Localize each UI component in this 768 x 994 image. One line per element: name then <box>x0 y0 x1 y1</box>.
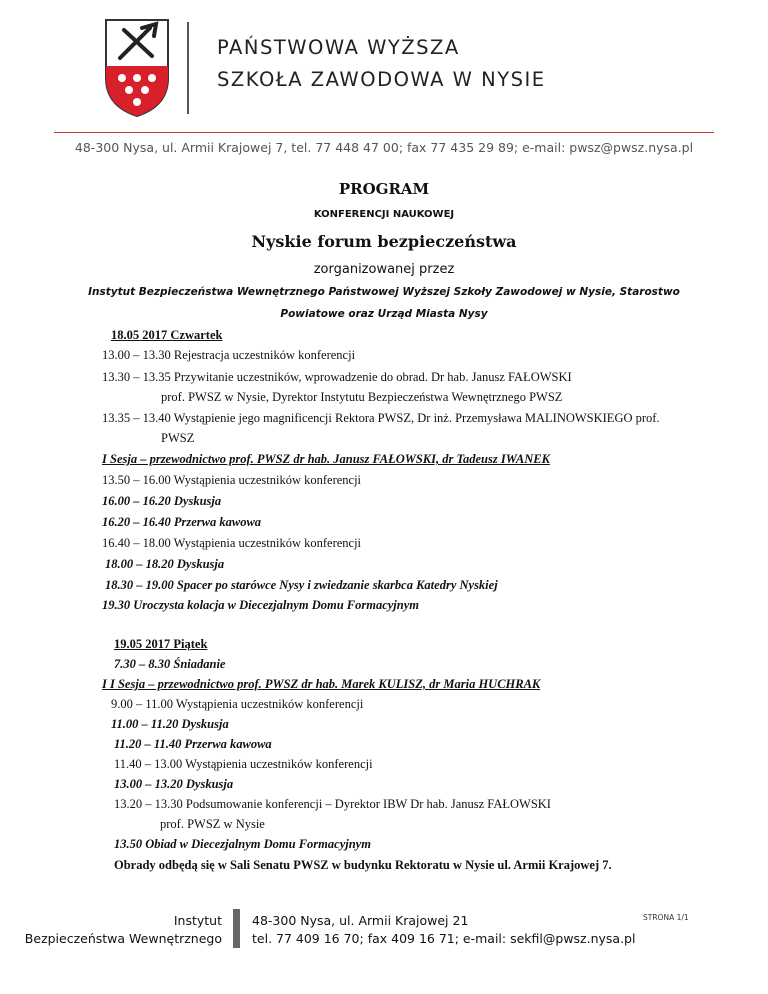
schedule-item: 18.30 – 19.00 Spacer po starówce Nysy i zwiedzanie skarbca Katedry Nyskiej <box>105 578 498 592</box>
schedule-item: 13.00 – 13.20 Dyskusja <box>114 777 234 791</box>
organizers-line2: Powiatowe oraz Urząd Miasta Nysy <box>280 308 488 320</box>
organized-by-label: zorganizowanej przez <box>313 262 455 277</box>
schedule-item: 19.30 Uroczysta kolacja w Diecezjalnym Domu Formacyjnym <box>102 598 419 612</box>
university-name-line1: PAŃSTWOWA WYŻSZA <box>217 36 460 59</box>
conference-subtitle: KONFERENCJI NAUKOWEJ <box>313 209 455 220</box>
schedule-item: 9.00 – 11.00 Wystąpienia uczestników konferencji <box>111 697 364 711</box>
schedule-item: 13.00 – 13.30 Rejestracja uczestników konferencji <box>102 348 356 362</box>
footer-institute-line1: Instytut <box>173 913 222 928</box>
footer-institute-line2: Bezpieczeństwa Wewnętrznego <box>24 931 222 946</box>
schedule-item: 16.40 – 18.00 Wystąpienia uczestników konferencji <box>102 536 362 550</box>
schedule-item: 13.20 – 13.30 Podsumowanie konferencji – Dyrektor IBW Dr hab. Janusz FAŁOWSKI <box>114 797 551 811</box>
session2-title: I I Sesja – przewodnictwo prof. PWSZ dr hab. Marek KULISZ, dr Maria HUCHRAK <box>102 677 541 691</box>
program-title: PROGRAM <box>338 180 430 198</box>
schedule-item: 11.40 – 13.00 Wystąpienia uczestników konferencji <box>114 757 373 771</box>
header-contact: 48-300 Nysa, ul. Armii Krajowej 7, tel. 77 448 47 00; fax 77 435 29 89; e-mail: pwsz@pwsz.nysa.pl <box>74 140 694 155</box>
header-divider <box>187 22 189 114</box>
session1-title: I Sesja – przewodnictwo prof. PWSZ dr hab. Janusz FAŁOWSKI, dr Tadeusz IWANEK <box>102 452 550 466</box>
schedule-item: 16.20 – 16.40 Przerwa kawowa <box>102 515 262 529</box>
schedule-item: 7.30 – 8.30 Śniadanie <box>114 657 226 671</box>
schedule-item: 16.00 – 16.20 Dyskusja <box>102 494 222 508</box>
footer-divider <box>233 909 240 948</box>
event-name: Nyskie forum bezpieczeństwa <box>251 232 517 251</box>
footer-address-line1: 48-300 Nysa, ul. Armii Krajowej 21 <box>252 913 469 928</box>
organizers-line1: Instytut Bezpieczeństwa Wewnętrznego Państwowej Wyższej Szkoły Zawodowej w Nysie, Starostwo <box>88 286 680 298</box>
schedule-item: prof. PWSZ w Nysie <box>160 817 265 831</box>
day1-date: 18.05 2017 Czwartek <box>111 328 223 342</box>
schedule-item: 11.20 – 11.40 Przerwa kawowa <box>114 737 272 751</box>
day2-date: 19.05 2017 Piątek <box>114 637 208 651</box>
header-rule <box>54 132 714 133</box>
schedule-item: 13.50 – 16.00 Wystąpienia uczestników konferencji <box>102 473 362 487</box>
university-crest-logo <box>104 18 170 118</box>
schedule-item: prof. PWSZ w Nysie, Dyrektor Instytutu Bezpieczeństwa Wewnętrznego PWSZ <box>161 390 563 404</box>
footer-address-line2: tel. 77 409 16 70; fax 409 16 71; e-mail: sekfil@pwsz.nysa.pl <box>252 931 636 946</box>
schedule-item: 18.00 – 18.20 Dyskusja <box>105 557 225 571</box>
schedule-item: 13.30 – 13.35 Przywitanie uczestników, wprowadzenie do obrad. Dr hab. Janusz FAŁOWSKI <box>102 370 572 384</box>
schedule-item: 11.00 – 11.20 Dyskusja <box>111 717 229 731</box>
closing-note: Obrady odbędą się w Sali Senatu PWSZ w budynku Rektoratu w Nysie ul. Armii Krajowej 7. <box>114 858 612 872</box>
schedule-item: 13.50 Obiad w Diecezjalnym Domu Formacyjnym <box>114 837 371 851</box>
page-number: STRONA 1/1 <box>643 913 689 922</box>
schedule-item: PWSZ <box>161 431 195 445</box>
schedule-item: 13.35 – 13.40 Wystąpienie jego magnificencji Rektora PWSZ, Dr inż. Przemysława MALINOWSKIEGO prof. <box>102 411 660 425</box>
university-name-line2: SZKOŁA ZAWODOWA W NYSIE <box>217 68 546 91</box>
